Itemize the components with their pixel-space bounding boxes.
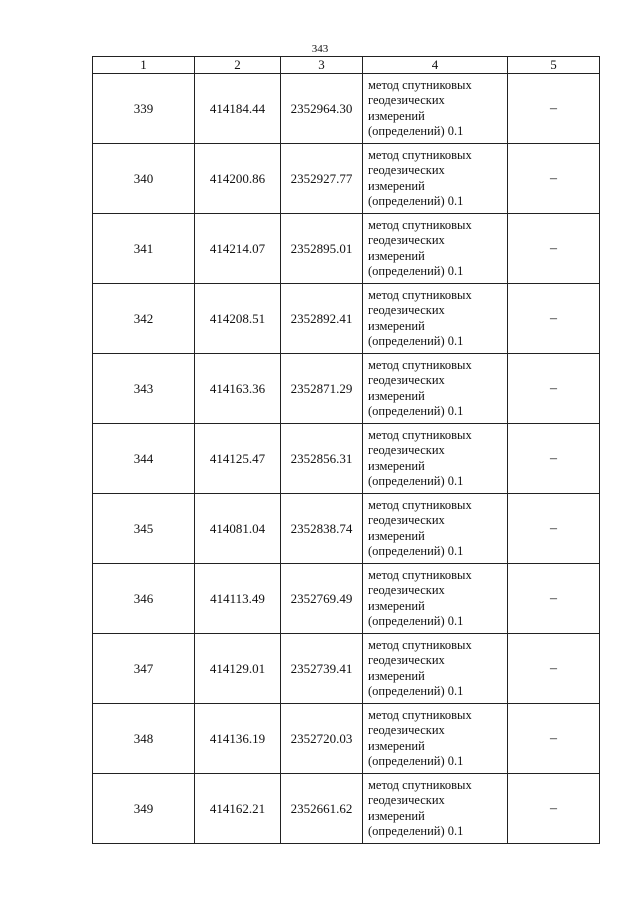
point-number-cell: 348 xyxy=(93,704,195,774)
x-coordinate-cell: 414129.01 xyxy=(195,634,281,704)
method-line: метод спутниковых xyxy=(368,77,472,92)
method-cell xyxy=(363,214,508,284)
x-coordinate-cell: 414200.86 xyxy=(195,144,281,214)
point-number-cell: 343 xyxy=(93,354,195,424)
method-line: (определений) 0.1 xyxy=(368,194,464,208)
method-line: геодезических xyxy=(368,653,445,667)
note-cell xyxy=(508,634,600,704)
method-line: (определений) 0.1 xyxy=(368,614,464,628)
method-line: измерений xyxy=(368,528,425,543)
y-coordinate-cell: 2352769.49 xyxy=(281,564,363,634)
method-line: геодезических xyxy=(368,513,445,527)
note-dash: – xyxy=(550,591,557,606)
table-row xyxy=(93,564,600,634)
method-line: (определений) 0.1 xyxy=(368,334,464,348)
method-line: метод спутниковых xyxy=(368,497,472,512)
point-number-cell: 347 xyxy=(93,634,195,704)
method-line: (определений) 0.1 xyxy=(368,404,464,418)
note-dash: – xyxy=(550,101,557,116)
method-line: геодезических xyxy=(368,793,445,807)
note-cell xyxy=(508,494,600,564)
method-cell xyxy=(363,354,508,424)
note-cell xyxy=(508,284,600,354)
table-header-row xyxy=(93,57,600,74)
x-coordinate-cell: 414162.21 xyxy=(195,774,281,844)
note-dash: – xyxy=(550,801,557,816)
x-coordinate-cell: 414214.07 xyxy=(195,214,281,284)
table-row xyxy=(93,144,600,214)
y-coordinate-cell: 2352871.29 xyxy=(281,354,363,424)
note-cell xyxy=(508,564,600,634)
method-line: геодезических xyxy=(368,723,445,737)
note-dash: – xyxy=(550,241,557,256)
method-line: метод спутниковых xyxy=(368,427,472,442)
method-line: метод спутниковых xyxy=(368,567,472,582)
note-cell xyxy=(508,144,600,214)
note-cell xyxy=(508,354,600,424)
table-row xyxy=(93,214,600,284)
x-coordinate-cell: 414113.49 xyxy=(195,564,281,634)
point-number-cell: 339 xyxy=(93,74,195,144)
method-line: геодезических xyxy=(368,93,445,107)
x-coordinate-cell: 414125.47 xyxy=(195,424,281,494)
note-cell xyxy=(508,704,600,774)
method-line: (определений) 0.1 xyxy=(368,824,464,838)
x-coordinate-cell: 414163.36 xyxy=(195,354,281,424)
note-dash: – xyxy=(550,311,557,326)
y-coordinate-cell: 2352895.01 xyxy=(281,214,363,284)
method-line: геодезических xyxy=(368,443,445,457)
method-line: метод спутниковых xyxy=(368,637,472,652)
y-coordinate-cell: 2352838.74 xyxy=(281,494,363,564)
table-row xyxy=(93,494,600,564)
method-line: (определений) 0.1 xyxy=(368,264,464,278)
method-line: измерений xyxy=(368,108,425,123)
method-cell xyxy=(363,284,508,354)
method-line: (определений) 0.1 xyxy=(368,684,464,698)
method-cell xyxy=(363,494,508,564)
method-line: метод спутниковых xyxy=(368,707,472,722)
x-coordinate-cell: 414136.19 xyxy=(195,704,281,774)
point-number-cell: 340 xyxy=(93,144,195,214)
point-number-cell: 349 xyxy=(93,774,195,844)
note-cell xyxy=(508,214,600,284)
note-dash: – xyxy=(550,381,557,396)
table-row xyxy=(93,634,600,704)
method-line: (определений) 0.1 xyxy=(368,124,464,138)
method-line: геодезических xyxy=(368,373,445,387)
note-dash: – xyxy=(550,731,557,746)
method-line: измерений xyxy=(368,598,425,613)
coordinates-table xyxy=(92,56,600,844)
y-coordinate-cell: 2352927.77 xyxy=(281,144,363,214)
y-coordinate-cell: 2352720.03 xyxy=(281,704,363,774)
note-dash: – xyxy=(550,171,557,186)
note-cell xyxy=(508,424,600,494)
table-row xyxy=(93,424,600,494)
header-col-2: 2 xyxy=(195,57,281,74)
point-number-cell: 342 xyxy=(93,284,195,354)
header-col-1: 1 xyxy=(93,57,195,74)
method-cell xyxy=(363,774,508,844)
y-coordinate-cell: 2352964.30 xyxy=(281,74,363,144)
y-coordinate-cell: 2352661.62 xyxy=(281,774,363,844)
note-dash: – xyxy=(550,661,557,676)
x-coordinate-cell: 414184.44 xyxy=(195,74,281,144)
method-line: измерений xyxy=(368,318,425,333)
page-number: 343 xyxy=(311,43,329,55)
method-line: измерений xyxy=(368,668,425,683)
y-coordinate-cell: 2352856.31 xyxy=(281,424,363,494)
method-line: метод спутниковых xyxy=(368,287,472,302)
method-cell xyxy=(363,704,508,774)
method-line: измерений xyxy=(368,178,425,193)
method-line: (определений) 0.1 xyxy=(368,544,464,558)
method-cell xyxy=(363,144,508,214)
method-line: измерений xyxy=(368,808,425,823)
table-row xyxy=(93,284,600,354)
method-line: геодезических xyxy=(368,233,445,247)
method-line: геодезических xyxy=(368,583,445,597)
method-line: измерений xyxy=(368,248,425,263)
table-row xyxy=(93,74,600,144)
method-cell xyxy=(363,564,508,634)
header-col-5: 5 xyxy=(508,57,600,74)
note-cell xyxy=(508,774,600,844)
header-col-4: 4 xyxy=(363,57,508,74)
method-line: метод спутниковых xyxy=(368,217,472,232)
note-dash: – xyxy=(550,451,557,466)
note-dash: – xyxy=(550,521,557,536)
method-line: измерений xyxy=(368,458,425,473)
method-cell xyxy=(363,424,508,494)
point-number-cell: 346 xyxy=(93,564,195,634)
method-line: (определений) 0.1 xyxy=(368,754,464,768)
method-line: (определений) 0.1 xyxy=(368,474,464,488)
table-row xyxy=(93,704,600,774)
y-coordinate-cell: 2352739.41 xyxy=(281,634,363,704)
x-coordinate-cell: 414081.04 xyxy=(195,494,281,564)
table-row xyxy=(93,774,600,844)
x-coordinate-cell: 414208.51 xyxy=(195,284,281,354)
point-number-cell: 345 xyxy=(93,494,195,564)
method-line: измерений xyxy=(368,388,425,403)
method-line: метод спутниковых xyxy=(368,147,472,162)
method-line: геодезических xyxy=(368,163,445,177)
point-number-cell: 344 xyxy=(93,424,195,494)
method-line: метод спутниковых xyxy=(368,777,472,792)
method-cell xyxy=(363,634,508,704)
method-cell xyxy=(363,74,508,144)
y-coordinate-cell: 2352892.41 xyxy=(281,284,363,354)
header-col-3: 3 xyxy=(281,57,363,74)
method-line: геодезических xyxy=(368,303,445,317)
table-row xyxy=(93,354,600,424)
point-number-cell: 341 xyxy=(93,214,195,284)
method-line: метод спутниковых xyxy=(368,357,472,372)
method-line: измерений xyxy=(368,738,425,753)
note-cell xyxy=(508,74,600,144)
